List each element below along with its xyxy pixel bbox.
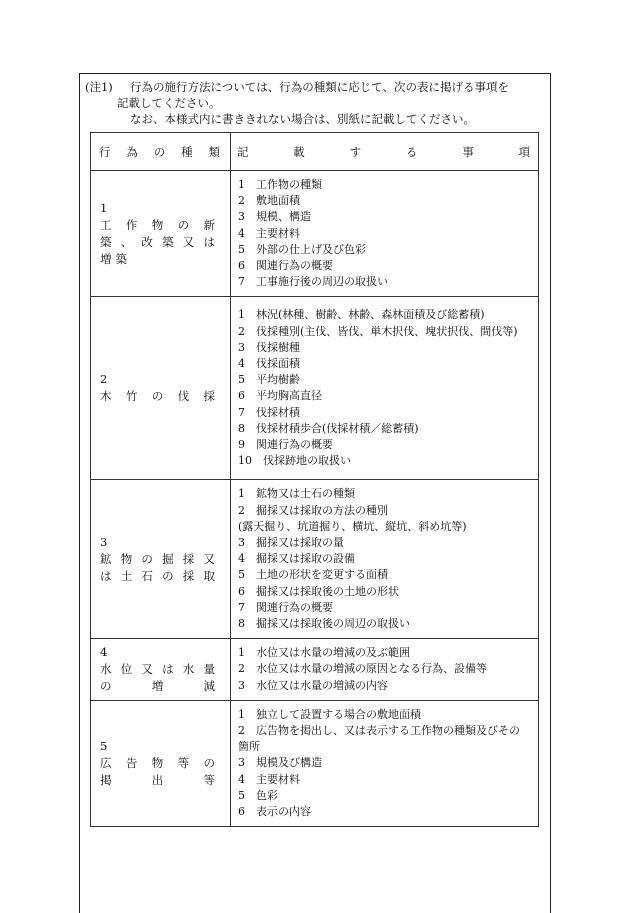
list-item: 1 水位又は水量の増減の及ぶ範囲 — [238, 646, 410, 660]
category-number: 3 — [100, 534, 108, 549]
category-label — [100, 551, 215, 585]
category-char: 広 — [100, 756, 112, 771]
list-item: 2 広告物を掲出し、又は表示する工作物の種類及びその — [238, 724, 520, 738]
category-char: は — [100, 568, 112, 583]
category-label-line — [100, 755, 215, 772]
category-char: の — [162, 568, 174, 583]
note-line-1: 行為の施行方法については、行為の種類に応じて、次の表に掲げる事項を — [130, 80, 510, 94]
category-char: の — [203, 756, 215, 771]
category-number: 1 — [100, 200, 108, 215]
category-cell — [91, 297, 231, 480]
items-cell — [231, 297, 539, 480]
list-item: 2 掘採又は採取の方法の種別 — [238, 503, 388, 517]
category-char: 築 — [115, 251, 127, 266]
note-line-3: なお、本様式内に書ききれない場合は、別紙に記載してください。 — [130, 112, 475, 126]
action-method-table — [90, 132, 539, 827]
category-char: 等 — [203, 773, 215, 788]
category-cell — [91, 639, 231, 701]
category-char: 掘 — [162, 551, 174, 566]
list-item: 箇所 — [238, 740, 260, 754]
category-label-line — [100, 234, 215, 251]
category-char: 出 — [151, 773, 164, 788]
category-label-line — [100, 568, 215, 585]
list-item: 2 水位又は水量の増減の原因となる行為、設備等 — [238, 662, 487, 676]
list-item: 2 敷地面積 — [238, 194, 300, 208]
category-char: 又 — [182, 234, 195, 249]
list-item: 6 平均胸高直径 — [238, 389, 322, 403]
category-char: は — [162, 662, 174, 677]
list-item: 7 伐採材積 — [238, 405, 300, 419]
category-label — [100, 661, 215, 695]
category-char: 水 — [100, 662, 112, 677]
category-char: 採 — [203, 389, 215, 404]
items-cell — [231, 700, 539, 826]
list-item: 6 掘採又は採取後の土地の形状 — [238, 584, 399, 598]
category-char: の — [141, 551, 153, 566]
category-char: 鉱 — [100, 551, 112, 566]
list-item: 1 工作物の種類 — [238, 178, 322, 191]
table-header-row — [91, 133, 539, 171]
list-item: 1 林況(林種、樹齢、林齢、森林面積及び総蓄積) — [238, 308, 485, 322]
category-label — [100, 217, 215, 268]
header-char: 記 — [237, 144, 249, 159]
list-item: 4 掘採又は採取の設備 — [238, 552, 355, 566]
list-item: 4 主要材料 — [238, 772, 300, 786]
category-label-line — [100, 217, 215, 234]
list-item: 6 表示の内容 — [238, 805, 311, 819]
category-char: の — [100, 679, 112, 694]
category-char: 土 — [120, 568, 133, 583]
category-char: 又 — [203, 551, 215, 566]
list-item: (露天掘り、坑道掘り、横坑、縦坑、斜め坑等) — [238, 519, 467, 533]
header-char: る — [405, 144, 418, 159]
category-char: 物 — [120, 551, 133, 566]
category-cell — [91, 700, 231, 826]
list-item: 8 伐採材積歩合(伐採材積／総蓄積) — [238, 421, 419, 435]
category-char: 告 — [125, 756, 138, 771]
list-item: 4 主要材料 — [238, 226, 300, 240]
list-item: 3 掘採又は採取の量 — [238, 536, 344, 550]
category-char: 改 — [141, 234, 153, 249]
list-item: 8 掘採又は採取後の周辺の取扱い — [238, 617, 410, 631]
list-item: 3 伐採樹種 — [238, 340, 300, 354]
list-item: 7 工事施行後の周辺の取扱い — [238, 275, 388, 289]
category-char: 水 — [182, 662, 195, 677]
table-row — [91, 171, 539, 297]
list-item: 4 伐採面積 — [238, 357, 300, 371]
header-char: 項 — [518, 144, 530, 159]
category-label-line — [100, 772, 215, 789]
table-row — [91, 480, 539, 639]
category-number: 2 — [100, 372, 108, 387]
list-item: 3 水位又は水量の増減の内容 — [238, 678, 388, 692]
category-label-line — [100, 678, 215, 695]
category-char: 伐 — [177, 389, 190, 404]
list-item: 7 関連行為の概要 — [238, 600, 333, 614]
list-item: 5 平均樹齢 — [238, 373, 300, 387]
category-char: 減 — [203, 679, 215, 694]
note-label: (注1) — [85, 80, 113, 94]
category-char: 増 — [100, 251, 112, 266]
category-label-line — [100, 251, 215, 268]
items-cell — [231, 171, 539, 297]
category-char: 増 — [151, 679, 164, 694]
category-char: 築 — [162, 234, 174, 249]
category-char: 物 — [151, 756, 164, 771]
category-char: 工 — [100, 217, 112, 232]
list-item: 1 独立して設置する場合の敷地面積 — [238, 707, 421, 721]
category-label — [100, 755, 215, 789]
category-label-line — [100, 661, 215, 678]
note-line-2: 記載してください。 — [117, 96, 221, 110]
category-char: 採 — [182, 551, 195, 566]
category-char: 木 — [100, 389, 112, 404]
list-item: 2 伐採種別(主伐、皆伐、単木択伐、塊状択伐、間伐等) — [238, 324, 518, 338]
category-char: 作 — [125, 217, 138, 232]
list-item: 3 規模、構造 — [238, 210, 311, 224]
category-char: 竹 — [125, 389, 138, 404]
category-char: 築 — [100, 234, 112, 249]
list-item: 5 色彩 — [238, 788, 278, 802]
category-char: 取 — [203, 568, 215, 583]
list-item: 5 外部の仕上げ及び色彩 — [238, 242, 366, 256]
header-action-type — [91, 133, 231, 171]
category-char: 又 — [141, 662, 153, 677]
category-cell — [91, 171, 231, 297]
list-item: 1 鉱物又は土石の種類 — [238, 487, 355, 501]
list-item: 3 規模及び構造 — [238, 756, 322, 770]
header-items-to-record — [231, 133, 539, 171]
category-char: 掲 — [100, 773, 112, 788]
category-char: 物 — [151, 217, 164, 232]
category-char: 量 — [203, 662, 215, 677]
list-item: 6 関連行為の概要 — [238, 259, 333, 273]
table-row — [91, 639, 539, 701]
header-char: 載 — [293, 144, 305, 159]
header-char: 為 — [126, 144, 138, 159]
list-item: 10 伐採跡地の取扱い — [238, 454, 351, 468]
category-char: 採 — [182, 568, 195, 583]
header-char: す — [349, 144, 362, 159]
category-number: 4 — [100, 645, 108, 660]
items-cell — [231, 480, 539, 639]
list-item: 5 土地の形状を変更する面積 — [238, 568, 388, 582]
category-char: 、 — [120, 234, 133, 249]
category-char: 位 — [120, 662, 133, 677]
category-char: 石 — [141, 568, 153, 583]
category-label — [100, 388, 215, 405]
category-char: 等 — [177, 756, 190, 771]
category-char: 新 — [203, 217, 215, 232]
category-label-line — [100, 388, 215, 405]
header-char: の — [153, 144, 166, 159]
category-label-line — [100, 551, 215, 568]
table-row — [91, 700, 539, 826]
category-number: 5 — [100, 739, 108, 754]
header-char: 類 — [208, 144, 220, 159]
category-cell — [91, 480, 231, 639]
category-char: の — [151, 389, 164, 404]
list-item: 9 関連行為の概要 — [238, 438, 333, 452]
category-char: は — [203, 234, 215, 249]
items-cell — [231, 639, 539, 701]
category-char: の — [177, 217, 190, 232]
header-char: 種 — [181, 144, 193, 159]
header-char: 行 — [99, 144, 111, 159]
table-row — [91, 297, 539, 480]
header-char: 事 — [462, 144, 474, 159]
